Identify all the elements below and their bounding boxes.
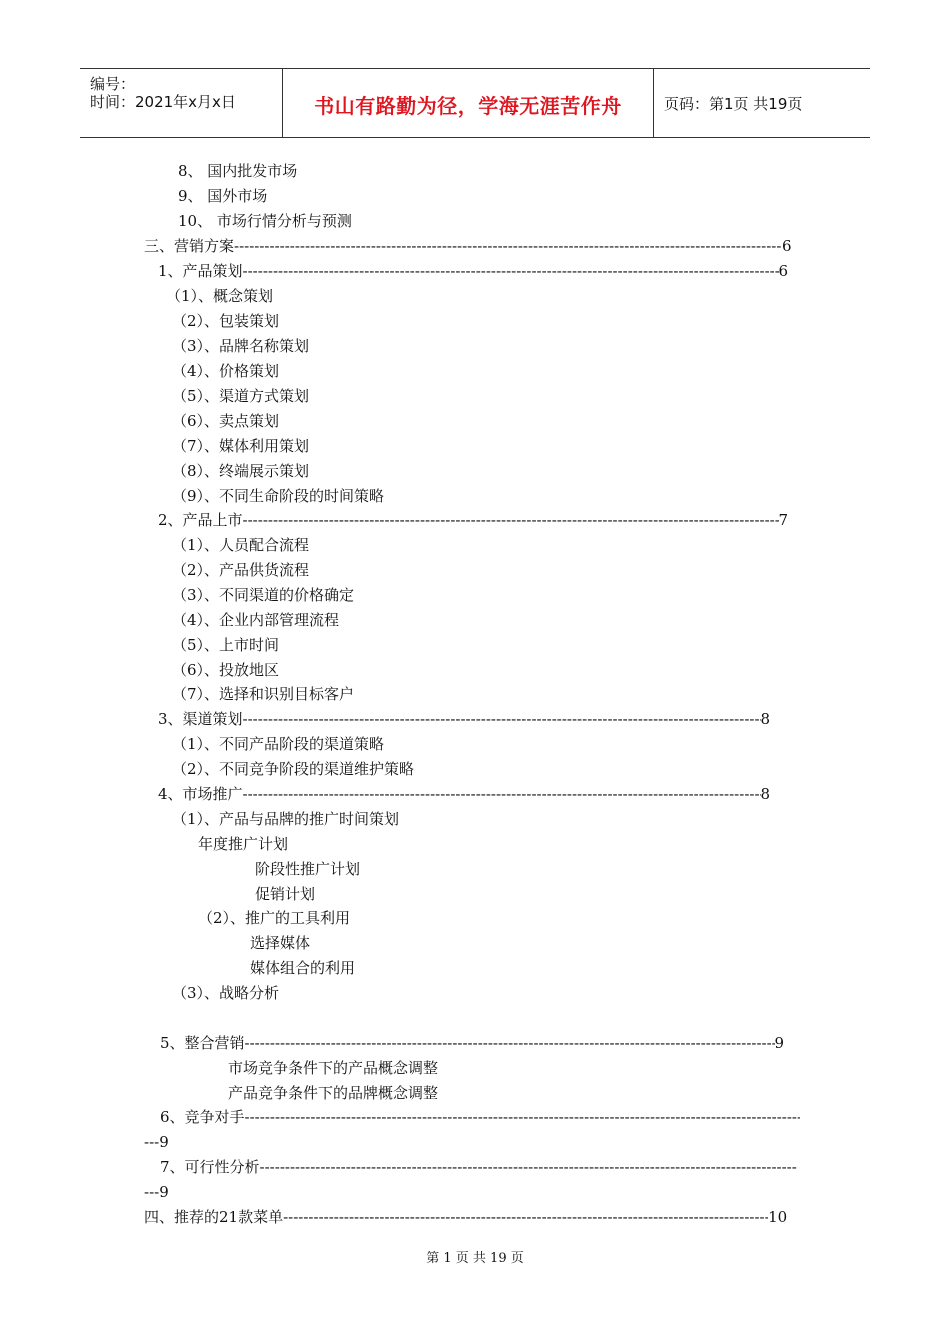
toc-page-number: 6 <box>778 262 789 280</box>
toc-item: 媒体组合的利用 <box>250 959 356 977</box>
toc-item: （9）、不同生命阶段的时间策略 <box>172 487 385 505</box>
toc-item: （7）、选择和识别目标客户 <box>172 685 355 703</box>
toc-item: （2）、产品供货流程 <box>172 561 310 579</box>
toc-item: （3）、品牌名称策划 <box>172 337 310 355</box>
toc-item: （1）、不同产品阶段的渠道策略 <box>172 735 385 753</box>
toc-page-number: 8 <box>760 710 771 728</box>
toc-item: 10、 市场行情分析与预测 <box>178 212 352 230</box>
toc-item: 产品竞争条件下的品牌概念调整 <box>228 1084 439 1102</box>
dot-leader <box>245 1108 800 1126</box>
toc-page-number: 10 <box>768 1208 788 1226</box>
toc-page-number: 9 <box>774 1034 785 1052</box>
dot-leader <box>243 511 779 529</box>
toc-item: 选择媒体 <box>250 934 311 952</box>
toc-item: （4）、价格策划 <box>172 362 280 380</box>
document-header <box>80 68 870 138</box>
dot-leader <box>260 1158 797 1176</box>
toc-item: 年度推广计划 <box>198 835 289 853</box>
toc-page-number: 6 <box>782 237 792 255</box>
toc-item: （5）、上市时间 <box>172 636 280 654</box>
page-info: 页码：第1页 共19页 <box>664 95 803 113</box>
toc-item: （2）、包装策划 <box>172 312 280 330</box>
toc-item: （6）、卖点策划 <box>172 412 280 430</box>
toc-item: 市场竞争条件下的产品概念调整 <box>228 1059 439 1077</box>
toc-page-number: 8 <box>760 785 771 803</box>
toc-page-number: 7 <box>778 511 789 529</box>
toc-item: （7）、媒体利用策划 <box>172 437 310 455</box>
toc-item: 四、推荐的21款菜单----- 10 <box>144 1208 787 1226</box>
number-label: 编号： <box>90 75 136 93</box>
toc-page-number: ---9 <box>144 1183 169 1201</box>
dot-leader <box>243 710 761 728</box>
toc-item: 三、营销方案----- 6 <box>144 237 792 255</box>
dot-leader <box>243 262 779 280</box>
toc-item: 7、可行性分析----- <box>160 1158 797 1176</box>
toc-item: （1）、人员配合流程 <box>172 536 310 554</box>
motto-text: 书山有路勤为径，学海无涯苦作舟 <box>314 94 622 118</box>
toc-item: （2）、推广的工具利用 <box>198 909 351 927</box>
toc-item: （4）、企业内部管理流程 <box>172 611 340 629</box>
dot-leader <box>243 785 761 803</box>
page-footer: 第 1 页 共 19 页 <box>426 1251 524 1266</box>
toc-item: 3、渠道策划----- 8 <box>158 710 770 728</box>
toc-item: 5、整合营销----- 9 <box>160 1034 784 1052</box>
toc-item: 8、 国内批发市场 <box>178 162 298 180</box>
toc-item: （3）、不同渠道的价格确定 <box>172 586 355 604</box>
toc-item: （6）、投放地区 <box>172 661 280 679</box>
toc-item: （3）、战略分析 <box>172 984 280 1002</box>
toc-item: 6、竞争对手----- <box>160 1108 800 1126</box>
dot-leader <box>234 237 782 255</box>
toc-item: 2、产品上市----- 7 <box>158 511 788 529</box>
toc-item: 促销计划 <box>255 885 316 903</box>
toc-item: （1）、概念策划 <box>166 287 274 305</box>
dot-leader <box>283 1208 768 1226</box>
toc-item: （8）、终端展示策划 <box>172 462 310 480</box>
time-label: 时间：2021年x月x日 <box>90 93 236 111</box>
toc-page-number: ---9 <box>144 1133 169 1151</box>
toc-item: 4、市场推广----- 8 <box>158 785 770 803</box>
header-motto-cell <box>283 69 654 137</box>
header-meta-cell <box>80 69 283 137</box>
toc-item: （2）、不同竞争阶段的渠道维护策略 <box>172 760 415 778</box>
dot-leader <box>245 1034 775 1052</box>
toc-item: 1、产品策划----- 6 <box>158 262 788 280</box>
toc-item: 9、 国外市场 <box>178 187 268 205</box>
toc-item: （1）、产品与品牌的推广时间策划 <box>172 810 400 828</box>
toc-item: 阶段性推广计划 <box>255 860 361 878</box>
toc-item: （5）、渠道方式策划 <box>172 387 310 405</box>
